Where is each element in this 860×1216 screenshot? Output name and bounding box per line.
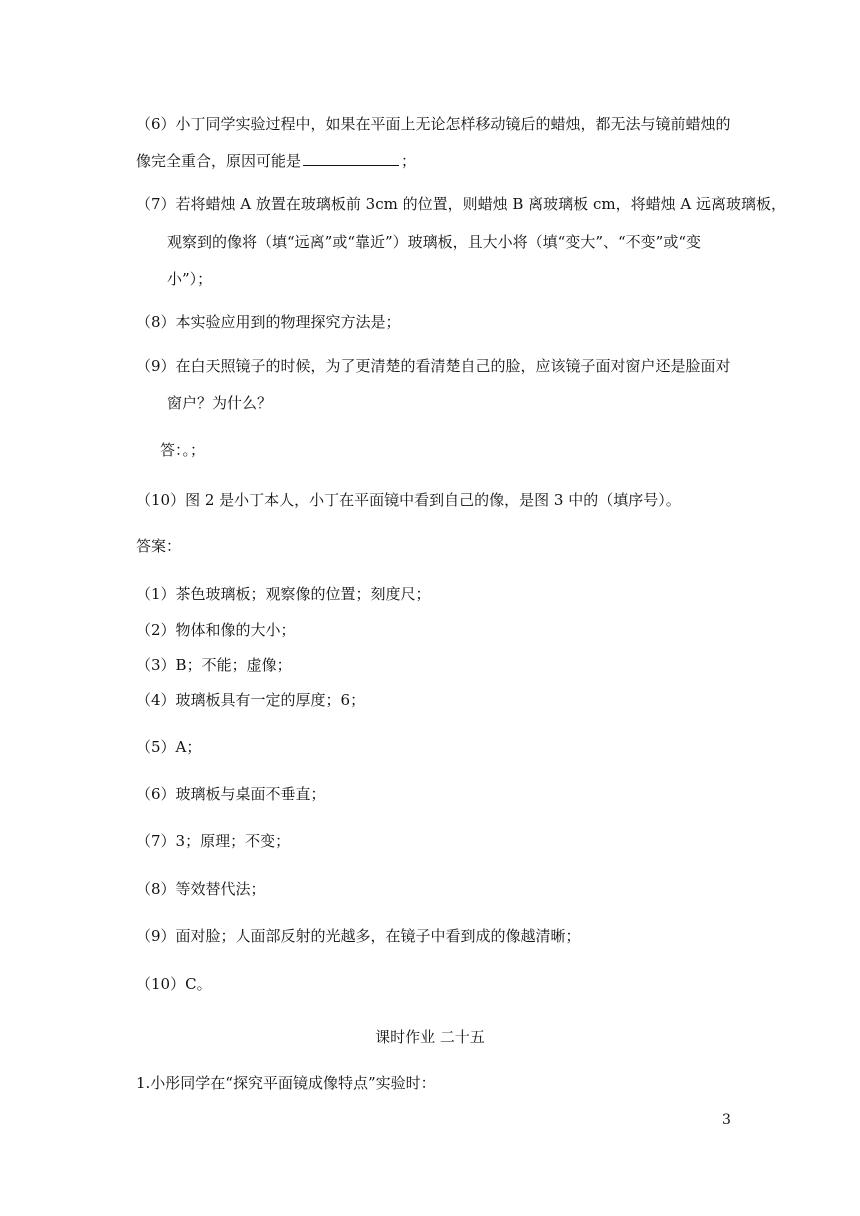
- answer-item: （8）等效替代法；: [136, 880, 266, 898]
- answer-item: （4）玻璃板具有一定的厚度；6；: [136, 691, 366, 709]
- q10: （10）图 2 是小丁本人，小丁在平面镜中看到自己的像，是图 3 中的（填序号）。: [136, 491, 681, 509]
- q7-line2: 观察到的像将（填“远离”或“靠近”）玻璃板，且大小将（填“变大”、“不变”或“变: [167, 233, 702, 251]
- q8: （8）本实验应用到的物理探究方法是；: [136, 313, 401, 331]
- q9-line1: （9）在白天照镜子的时候，为了更清楚的看清楚自己的脸，应该镜子面对窗户还是脸面对: [136, 357, 731, 375]
- q7-line3: 小”）；: [167, 270, 213, 288]
- answer-item: （10）C。: [136, 975, 212, 993]
- q6-line2-suffix: ；: [401, 152, 417, 170]
- answer-item: （5）A；: [136, 738, 202, 756]
- q9-line2: 窗户？为什么？: [167, 394, 273, 412]
- q6-line1: （6）小丁同学实验过程中，如果在平面上无论怎样移动镜后的蜡烛，都无法与镜前蜡烛的: [136, 115, 731, 133]
- answers-title: 答案：: [136, 537, 182, 555]
- page-number: 3: [722, 1112, 731, 1128]
- answer-item: （1）茶色玻璃板；观察像的位置；刻度尺；: [136, 585, 431, 603]
- answer-item: （9）面对脸；人面部反射的光越多，在镜子中看到成的像越清晰；: [136, 927, 581, 945]
- q7-line1: （7）若将蜡烛 A 放置在玻璃板前 3cm 的位置，则蜡烛 B 离玻璃板 cm，将蜡烛 A 远离玻璃板，: [136, 195, 786, 213]
- answer-item: （7）3；原理；不变；: [136, 832, 291, 850]
- answer-item: （2）物体和像的大小；: [136, 621, 296, 639]
- q9-answer: 答：。；: [160, 441, 206, 459]
- answer-blank: [303, 151, 399, 166]
- answer-item: （3）B；不能；虚像；: [136, 656, 292, 674]
- next-question: 1.小彤同学在“探究平面镜成像特点”实验时：: [136, 1074, 436, 1092]
- q6-line2-prefix: 像完全重合，原因可能是: [136, 152, 302, 170]
- answer-item: （6）玻璃板与桌面不垂直；: [136, 785, 326, 803]
- section-title: 课时作业 二十五: [375, 1028, 485, 1046]
- q6-line2: [136, 151, 416, 171]
